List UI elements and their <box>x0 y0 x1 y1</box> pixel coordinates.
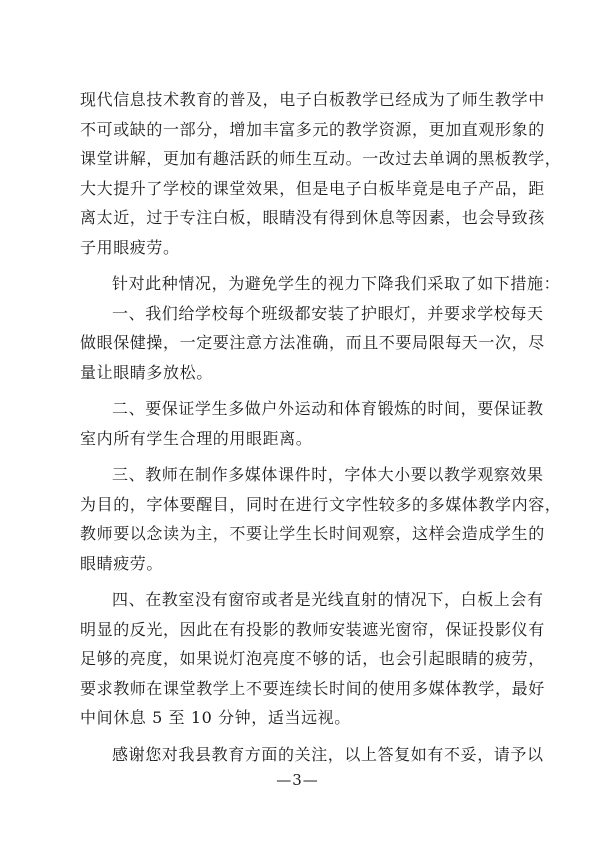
document-body <box>80 85 562 769</box>
paragraph-line: 量让眼睛多放松。 <box>80 362 213 382</box>
paragraph-line: 感谢您对我县教育方面的关注，以上答复如有不妥，请予以 <box>112 744 544 764</box>
paragraph-measure-4 <box>80 585 545 733</box>
paragraph-line: 二、要保证学生多做户外运动和体育锻炼的时间，要保证教 <box>112 399 544 418</box>
paragraph-intro <box>80 85 562 262</box>
paragraph-line: 大大提升了学校的课堂效果，但是电子白板毕竟是电子产品，距 <box>80 178 545 198</box>
paragraph-line: 为目的，字体要醒目，同时在进行文字性较多的多媒体教学内容， <box>80 494 562 514</box>
paragraph-line: 做眼保健操，一定要注意方法准确，而且不要局限每天一次，尽 <box>80 333 545 352</box>
paragraph-line: 课堂讲解，更加有趣活跃的师生互动。一改过去单调的黑板教学， <box>80 149 562 168</box>
paragraph-line: 一、我们给学校每个班级都安装了护眼灯，并要求学校每天 <box>112 303 544 323</box>
paragraph-line: 眼睛疲劳。 <box>80 553 164 573</box>
paragraph-line: 现代信息技术教育的普及，电子白板教学已经成为了师生教学中 <box>80 90 545 109</box>
paragraph-closing <box>80 740 544 770</box>
paragraph-line: 教师要以念读为主，不要让学生长时间观察，这样会造成学生的 <box>80 524 545 543</box>
paragraph-measures-intro <box>80 269 561 299</box>
paragraph-line: 离太近，过于专注白板，眼睛没有得到休息等因素，也会导致孩 <box>80 208 545 227</box>
page-number: —3— <box>276 771 319 789</box>
paragraph-line: 足够的亮度，如果说灯泡亮度不够的话，也会引起眼睛的疲劳， <box>80 649 545 668</box>
paragraph-line: 子用眼疲劳。 <box>80 237 180 257</box>
paragraph-measure-1 <box>80 299 545 388</box>
paragraph-line: 中间休息 5 至 10 分钟，适当远视。 <box>80 708 351 727</box>
paragraph-line: 三、教师在制作多媒体课件时，字体大小要以教学观察效果 <box>112 465 544 484</box>
paragraph-line: 四、在教室没有窗帘或者是光线直射的情况下，白板上会有 <box>112 590 544 609</box>
paragraph-measure-3 <box>80 460 562 578</box>
paragraph-line: 室内所有学生合理的用眼距离。 <box>80 428 313 448</box>
paragraph-line: 不可或缺的一部分，增加丰富多元的教学资源，更加直观形象的 <box>80 119 545 139</box>
paragraph-line: 明显的反光，因此在有投影的教师安装遮光窗帘，保证投影仪有 <box>80 619 545 639</box>
paragraph-line: 针对此种情况，为避免学生的视力下降我们采取了如下措施： <box>112 274 561 293</box>
paragraph-measure-2 <box>80 394 544 453</box>
paragraph-line: 要求教师在课堂教学上不要连续长时间的使用多媒体教学，最好 <box>80 678 545 698</box>
